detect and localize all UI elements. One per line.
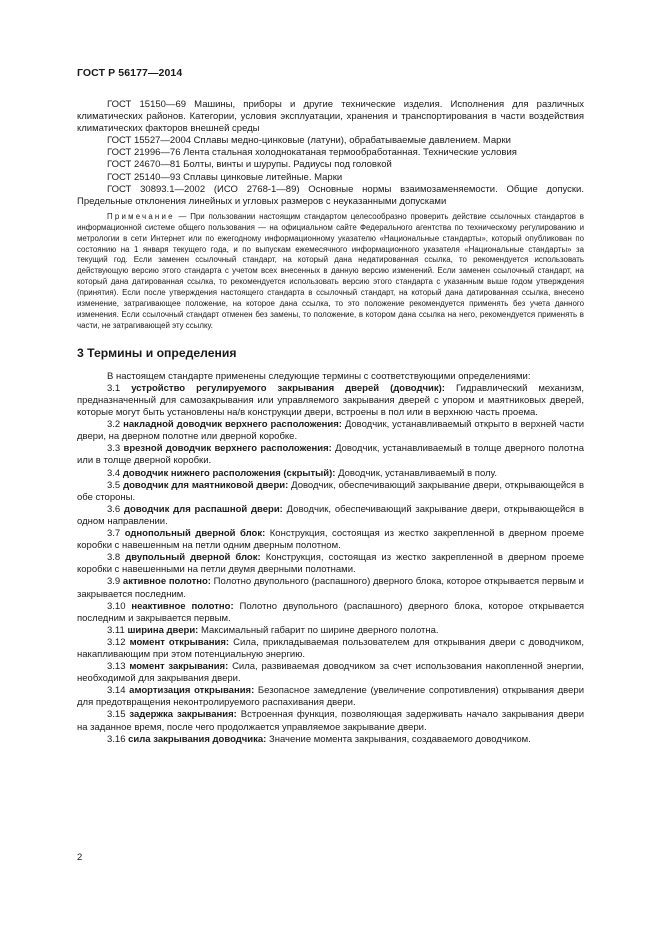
term-name: двупольный дверной блок:: [125, 552, 261, 564]
term-definition: [77, 383, 584, 419]
term-text: Значение момента закрывания, создаваемого доводчиком.: [269, 733, 531, 745]
term-text: Конструкция, состоящая из жестко закрепленной в дверном проеме коробки с навешенными на петли двумя дверными полотнами.: [77, 552, 585, 576]
term-text: Конструкция, состоящая из жестко закрепленной в дверном проеме коробки с навешенным на петли одним дверным полотном.: [77, 528, 585, 552]
term-name: сила закрывания доводчика:: [128, 733, 267, 745]
page-number: 2: [77, 852, 83, 863]
term-definition: [77, 661, 584, 685]
term-number: 3.14: [107, 685, 126, 697]
term-text: Встроенная функция, позволяющая задерживать начало закрывания двери на заданное время, после чего продолжается управляемое закрывание двери.: [77, 709, 585, 733]
term-number: 3.9: [107, 576, 121, 588]
term-number: 3.7: [107, 528, 121, 540]
term-number: 3.12: [107, 636, 126, 648]
term-text: Полотно двупольного (распашного) дверного блока, которое открывается первым и закрывается последним.: [77, 576, 584, 600]
note-text: — При пользовании настоящим стандартом целесообразно проверить действие ссылочных стандартов в информационной системе общего пользования — на официальном сайте Федерального агентства по техническому регулированию и метрологии в сети Интернет или по ежегодному информационному указателю «Национальные стандарты», который опубликован по состоянию на 1 января текущего года, и по выпускам ежемесячного информационного указателя «Национальные стандарты» за текущий год. Если заменен ссылочный стандарт, на который дана недатированная ссылка, то рекомендуется использовать действующую версию этого стандарта с учетом всех внесенных в данную версию изменений. Если заменен ссылочный стандарт, на который дана датированная ссылка, то рекомендуется использовать версию этого стандарта с указанным выше годом утверждения (принятия). Если после утверждения настоящего стандарта в ссылочный стандарт, на который дана датированная ссылка, внесено изменение, затрагивающее положение, на которое дана ссылка, то это положение рекомендуется применять без учета данного изменения. Если ссылочный стандарт отменен без замены, то положение, в котором дана ссылка на него, рекомендуется применять в части, не затрагивающей эту ссылку.: [77, 211, 584, 330]
term-definition: [77, 504, 584, 528]
term-definition: [77, 734, 584, 746]
term-name: момент закрывания:: [129, 661, 229, 673]
term-number: 3.10: [107, 600, 126, 612]
term-definition: [77, 685, 584, 709]
term-name: устройство регулируемого закрывания дверей (доводчик):: [131, 382, 445, 394]
term-definition: [77, 637, 584, 661]
term-text: Максимальный габарит по ширине дверного полотна.: [200, 624, 439, 636]
reference-item: ГОСТ 15150—69 Машины, приборы и другие технические изделия. Исполнения для различных климатических районов. Категории, условия эксплуатации, хранения и транспортирования в части воздействия климатических факторов внешней среды: [77, 99, 584, 135]
reference-item: ГОСТ 15527—2004 Сплавы медно-цинковые (латуни), обрабатываемые давлением. Марки: [107, 135, 511, 147]
term-name: доводчик для распашной двери:: [124, 503, 283, 515]
term-text: Доводчик, обеспечивающий закрывание двери, открывающейся в обе стороны.: [77, 479, 584, 503]
term-name: доводчик для маятниковой двери:: [123, 479, 289, 491]
term-number: 3.1: [107, 382, 121, 394]
term-name: неактивное полотно:: [131, 600, 234, 612]
term-number: 3.3: [107, 443, 121, 455]
term-name: задержка закрывания:: [129, 709, 237, 721]
term-number: 3.5: [107, 479, 121, 491]
section-title: 3 Термины и определения: [77, 345, 237, 360]
term-text: Гидравлический механизм, предназначенный для самозакрывания или управляемого закрывания дверей с упором и маятниковых дверей, которые могут быть установлены на/в конструкции двери, встроены в пол или в верхнюю часть проема.: [77, 382, 585, 419]
term-number: 3.15: [107, 709, 126, 721]
term-number: 3.8: [107, 552, 121, 564]
term-definition: [77, 468, 584, 480]
term-definition: [77, 443, 584, 467]
reference-item: ГОСТ 30893.1—2002 (ИСО 2768-1—89) Основные нормы взаимозаменяемости. Общие допуски. Предельные отклонения линейных и угловых размеров с неуказанными допусками: [77, 183, 584, 207]
term-name: амортизация открывания:: [129, 685, 255, 697]
term-name: активное полотно:: [122, 576, 211, 588]
reference-item: ГОСТ 24670—81 Болты, винты и шурупы. Радиусы под головкой: [107, 159, 392, 171]
section-intro: В настоящем стандарте применены следующие термины с соответствующими определениями:: [107, 370, 531, 382]
term-definition: [77, 576, 584, 600]
term-name: врезной доводчик верхнего расположения:: [123, 443, 332, 455]
term-text: Доводчик, устанавливаемый в полу.: [338, 467, 497, 479]
term-definition: [77, 480, 584, 504]
term-number: 3.13: [107, 661, 126, 673]
reference-item: ГОСТ 21996—76 Лента стальная холоднокатаная термообработанная. Технические условия: [107, 147, 517, 159]
term-text: Безопасное замедление (увеличение сопротивления) открывания двери для предотвращения неконтролируемого распахивания двери.: [77, 685, 584, 709]
term-number: 3.2: [107, 419, 121, 431]
term-text: Доводчик, устанавливаемый в толще дверного полотна или в толще дверной коробки.: [77, 443, 585, 467]
term-number: 3.4: [107, 467, 121, 479]
document-body: [77, 99, 584, 746]
term-name: доводчик нижнего расположения (скрытый):: [122, 467, 336, 479]
term-definition: [77, 528, 584, 552]
term-name: однопольный дверной блок:: [124, 528, 266, 540]
term-name: ширина двери:: [127, 624, 199, 636]
term-number: 3.11: [107, 624, 125, 636]
term-text: Сила, развиваемая доводчиком за счет использования накопленной энергии, необходимой для закрывания двери.: [77, 661, 584, 685]
term-text: Доводчик, устанавливаемый открыто в верхней части двери, на дверном полотне или дверной коробке.: [77, 419, 585, 443]
term-text: Доводчик, обеспечивающий закрывание двери, открывающейся в одном направлении.: [77, 503, 584, 527]
note-paragraph: [77, 212, 584, 332]
term-text: Полотно двупольного (распашного) дверного блока, которое открывается последним и закрывается первым.: [77, 600, 584, 624]
term-definition: [77, 709, 584, 733]
term-number: 3.6: [107, 503, 121, 515]
note-label: Примечание: [107, 211, 175, 221]
term-name: накладной доводчик верхнего расположения:: [123, 419, 342, 431]
term-definition: [77, 552, 584, 576]
term-number: 3.16: [107, 733, 126, 745]
term-name: момент открывания:: [129, 636, 230, 648]
term-definition: [77, 601, 584, 625]
reference-item: ГОСТ 25140—93 Сплавы цинковые литейные. Марки: [107, 171, 343, 183]
term-definition: [77, 625, 584, 637]
term-definition: [77, 419, 584, 443]
term-text: Сила, прикладываемая пользователем для открывания двери с доводчиком, накапливающим при этом потенциальную энергию.: [77, 636, 584, 660]
document-header: ГОСТ Р 56177—2014: [77, 67, 183, 79]
